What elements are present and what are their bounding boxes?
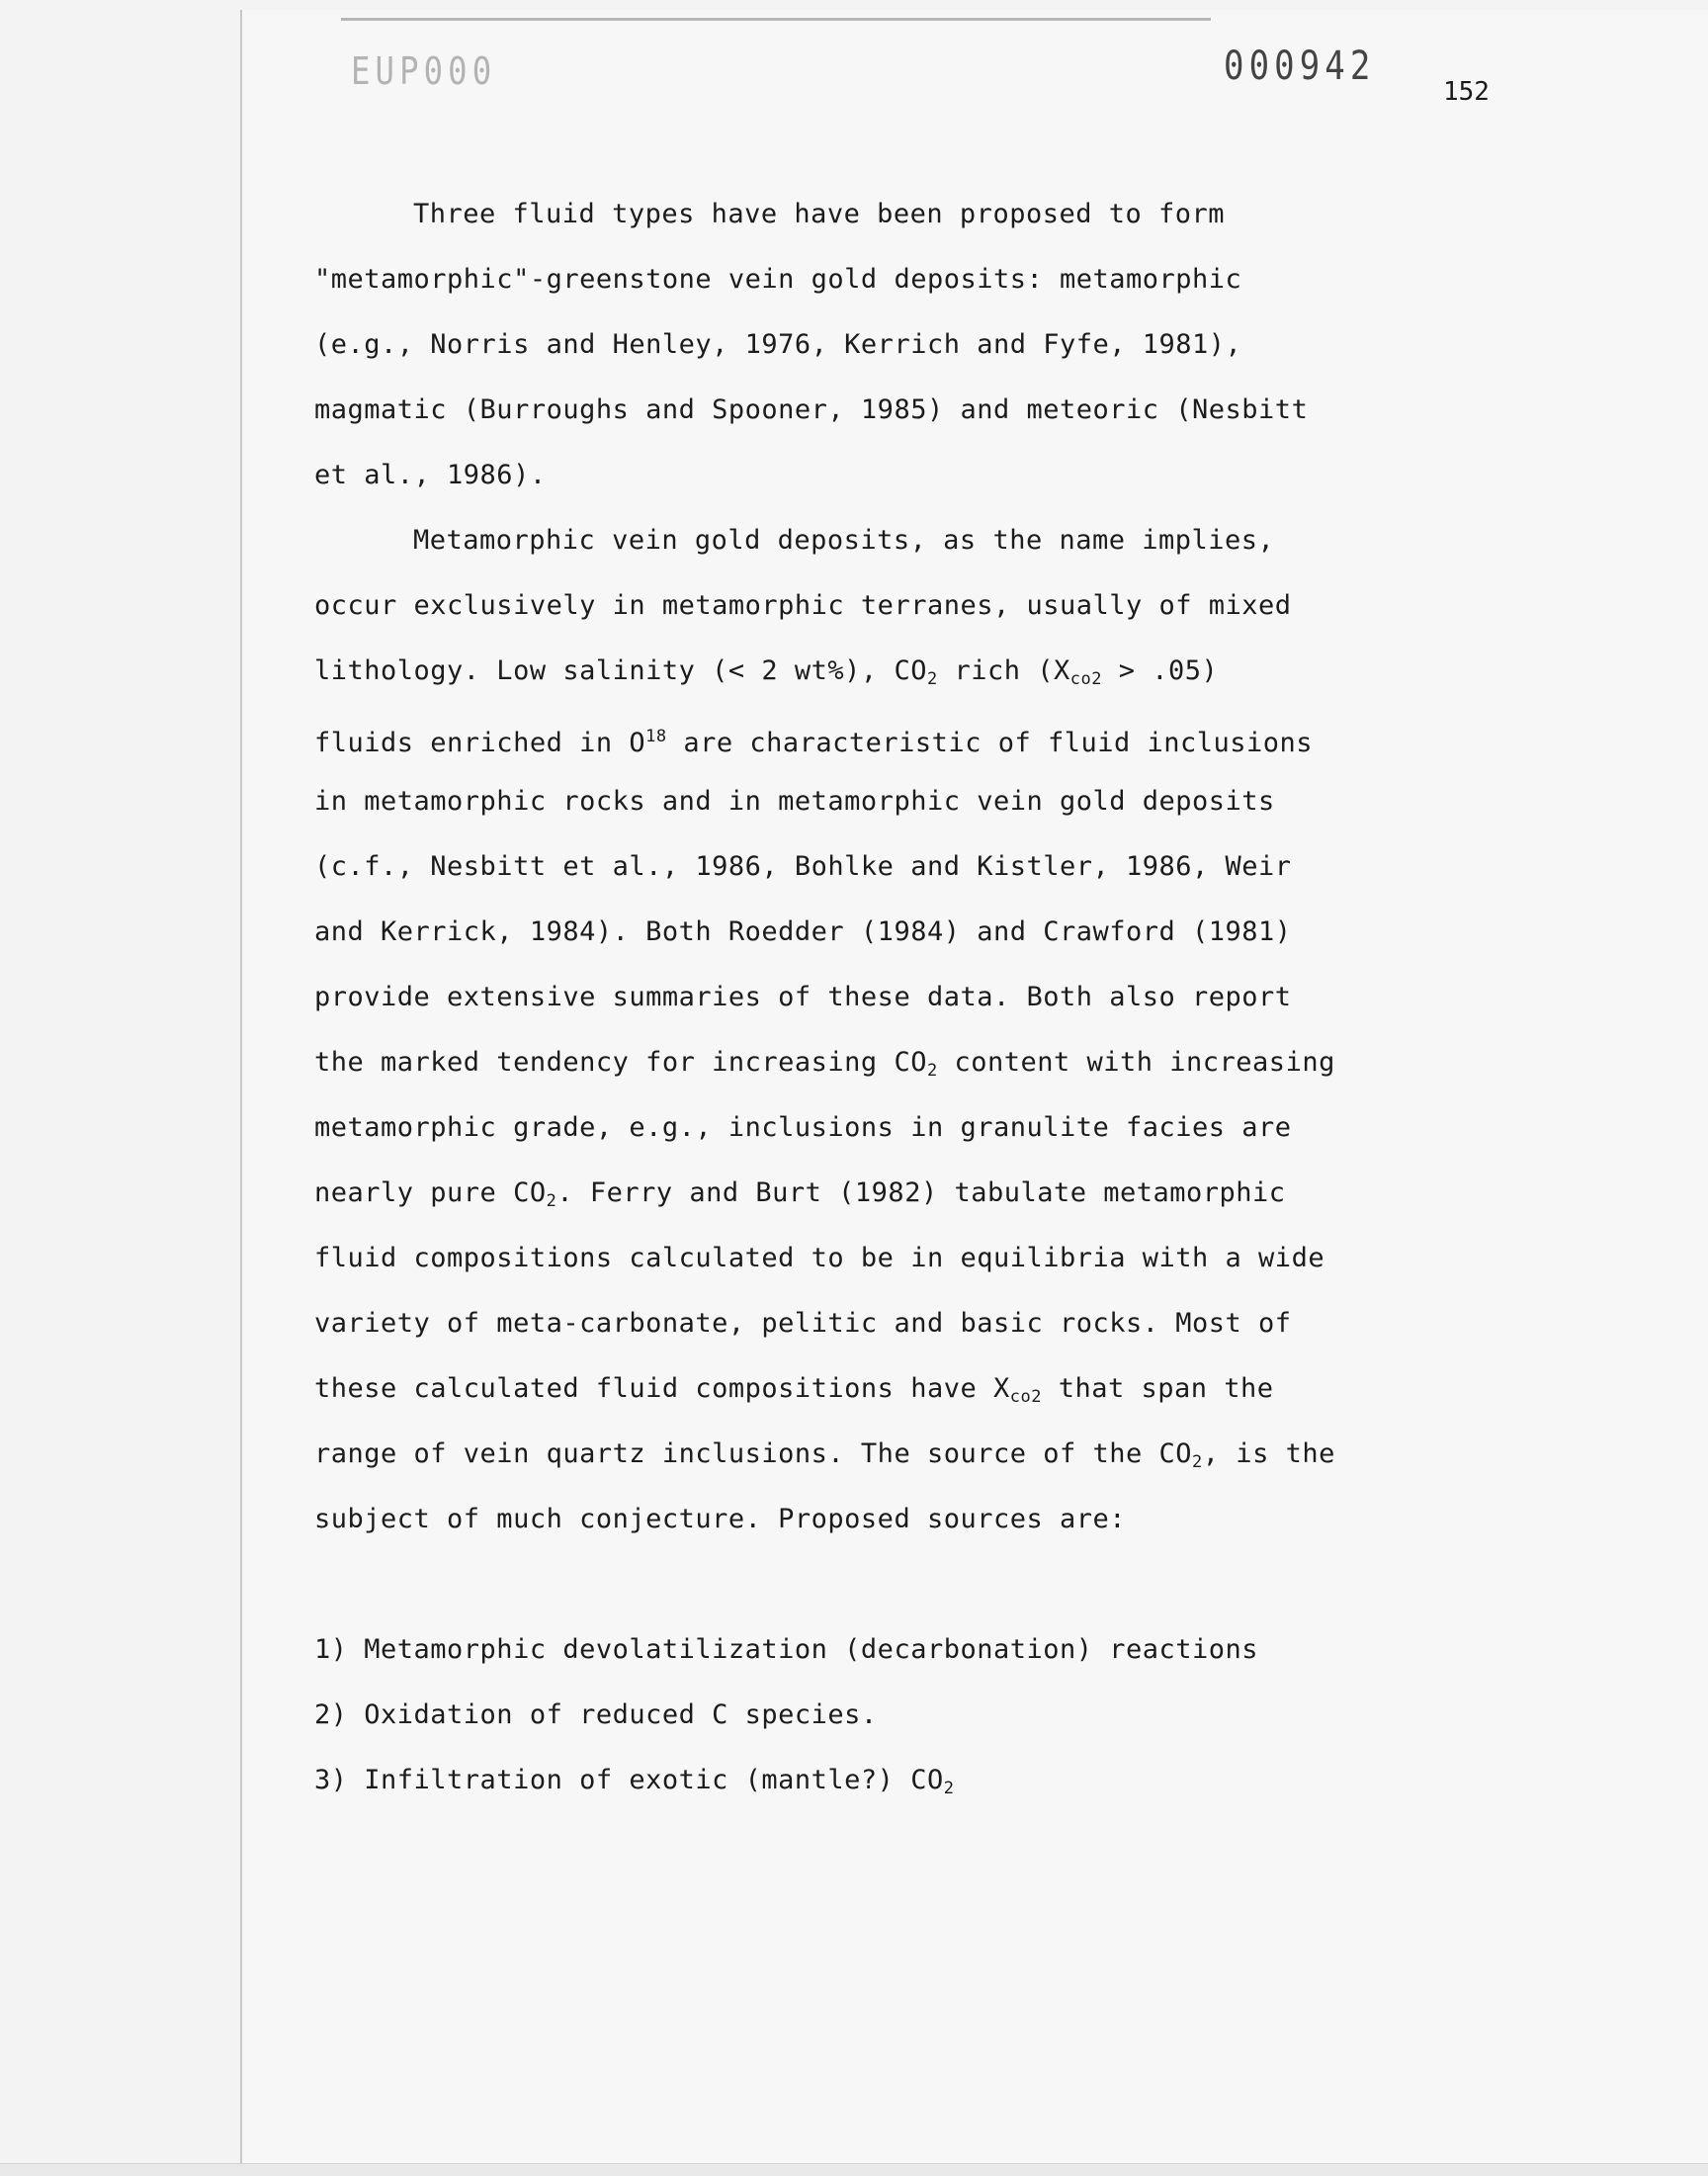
text-line [314, 715, 1580, 780]
subscript: co2 [1009, 1387, 1042, 1407]
text-line: in metamorphic rocks and in metamorphic vein gold deposits [314, 786, 1275, 817]
document-body [314, 193, 1580, 1824]
superscript: 18 [645, 727, 667, 746]
text-span: > .05) [1101, 655, 1219, 686]
text-line [314, 650, 1580, 715]
subscript: 2 [943, 1779, 955, 1798]
text-span: are characteristic of fluid inclusions [666, 728, 1314, 758]
subscript: 2 [546, 1191, 557, 1211]
list-item: 1) Metamorphic devolatilization (decarbonation) reactions [314, 1634, 1259, 1665]
subscript: co2 [1069, 669, 1102, 689]
text-line: and Kerrick, 1984). Both Roedder (1984) and Crawford (1981) [314, 916, 1292, 947]
text-line: provide extensive summaries of these data. Both also report [314, 982, 1292, 1012]
list-item: 2) Oxidation of reduced C species. [314, 1699, 878, 1730]
text-line: subject of much conjecture. Proposed sources are: [314, 1504, 1127, 1534]
subscript: 2 [926, 669, 938, 689]
top-rule [341, 18, 1211, 21]
text-span: . Ferry and Burt (1982) tabulate metamorphic [556, 1177, 1286, 1208]
page-number: 152 [1443, 77, 1490, 107]
text-line: variety of meta-carbonate, pelitic and basic rocks. Most of [314, 1308, 1292, 1339]
source-list [314, 1628, 1580, 1824]
text-span: that span the [1041, 1373, 1274, 1404]
text-span: fluids enriched in O [314, 728, 646, 758]
text-line: (e.g., Norris and Henley, 1976, Kerrich and Fyfe, 1981), [314, 329, 1242, 360]
text-line [314, 1041, 1580, 1106]
text-line: occur exclusively in metamorphic terranes, usually of mixed [314, 590, 1292, 621]
text-line: Metamorphic vein gold deposits, as the name implies, [413, 525, 1275, 556]
text-span: the marked tendency for increasing CO [314, 1047, 927, 1078]
paragraph-2 [314, 519, 1580, 1563]
bates-stamp-faded: EUP000 [351, 49, 497, 93]
text-line [314, 1172, 1580, 1237]
text-line: (c.f., Nesbitt et al., 1986, Bohlke and Kistler, 1986, Weir [314, 851, 1292, 882]
spacer [314, 1563, 1580, 1628]
subscript: 2 [1192, 1452, 1203, 1472]
text-span: content with increasing [937, 1047, 1335, 1078]
text-line: fluid compositions calculated to be in equilibria with a wide [314, 1243, 1325, 1273]
text-line: "metamorphic"-greenstone vein gold deposits: metamorphic [314, 264, 1242, 295]
text-span: 3) Infiltration of exotic (mantle?) CO [314, 1765, 944, 1795]
text-line: magmatic (Burroughs and Spooner, 1985) and meteoric (Nesbitt [314, 394, 1309, 425]
text-line [314, 1433, 1580, 1498]
text-span: lithology. Low salinity (< 2 wt%), CO [314, 655, 927, 686]
text-span: these calculated fluid compositions have X [314, 1373, 1010, 1404]
list-item [314, 1759, 1580, 1824]
text-line: et al., 1986). [314, 460, 547, 490]
bates-stamp: 000942 [1224, 44, 1376, 89]
paragraph-1 [314, 193, 1580, 519]
subscript: 2 [926, 1061, 938, 1081]
text-span: nearly pure CO [314, 1177, 547, 1208]
text-span: , is the [1202, 1438, 1335, 1469]
text-line [314, 1367, 1580, 1433]
text-span: rich (X [937, 655, 1070, 686]
text-line: metamorphic grade, e.g., inclusions in granulite facies are [314, 1112, 1292, 1143]
text-span: range of vein quartz inclusions. The source of the CO [314, 1438, 1193, 1469]
bottom-edge [0, 2163, 1708, 2176]
text-line: Three fluid types have have been proposed to form [413, 199, 1226, 229]
